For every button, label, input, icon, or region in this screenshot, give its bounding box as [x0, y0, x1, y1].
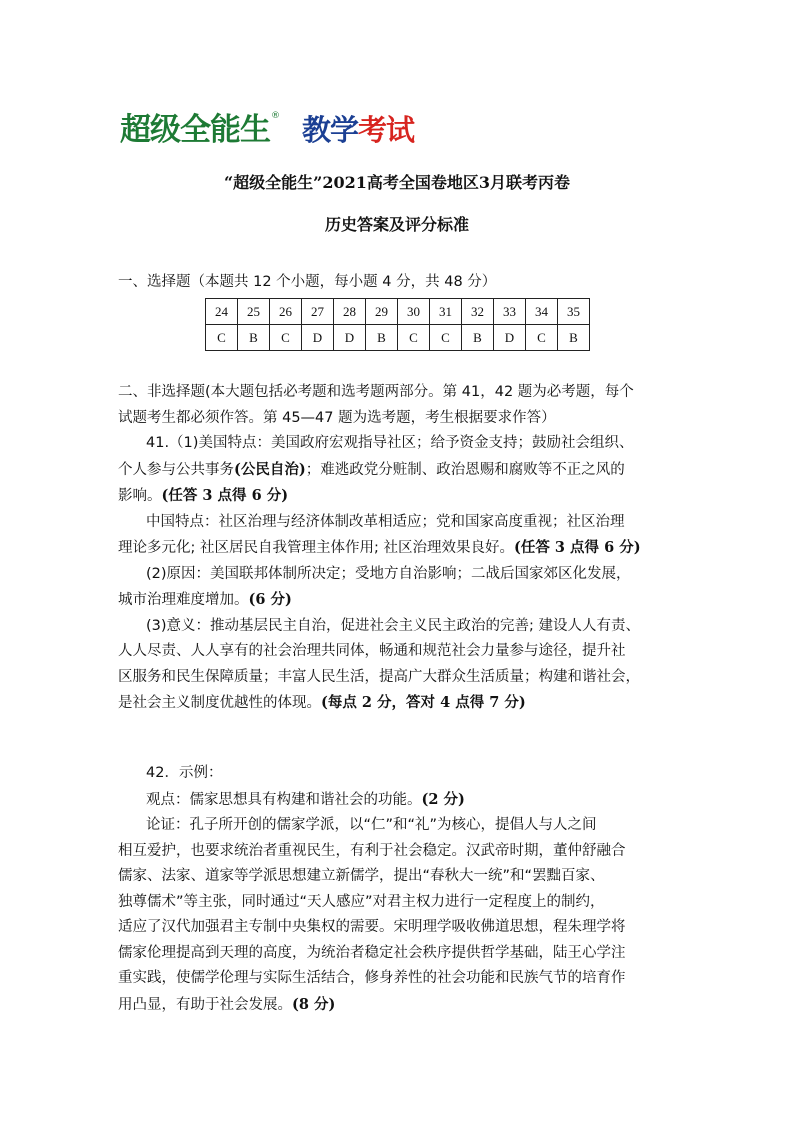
q42-argument-line2: 相互爱护，也要求统治者重视民生，有利于社会稳定。汉武帝时期，董仲舒融合: [118, 842, 626, 859]
brand-logo: [120, 107, 414, 147]
q42-argument-line5: 适应了汉代加强君主专制中央集权的需要。宋明理学吸收佛道思想，程朱理学将: [118, 919, 626, 935]
q41-part1-text-cont: ；难逃政党分赃制、政治恩赐和腐败等不正之风的: [305, 461, 625, 478]
answer-table: [205, 298, 590, 351]
answer-cell: D: [494, 325, 526, 351]
question-number-cell: 35: [558, 299, 590, 325]
answer-cell: C: [398, 325, 430, 351]
logo-sub-red: 考试: [358, 113, 415, 147]
q41-part1-score: (任答 3 点得 6 分): [161, 487, 289, 504]
q41-china-line1: 中国特点：社区治理与经济体制改革相适应；党和国家高度重视；社区治理: [146, 513, 625, 530]
q42-viewpoint-score: (2 分): [421, 790, 465, 808]
document-subtitle: 历史答案及评分标准: [324, 215, 469, 234]
section1-heading: 一、选择题（本题共 12 个小题，每小题 4 分，共 48 分）: [118, 274, 497, 290]
section2-heading: [118, 380, 634, 431]
question-number-cell: 28: [334, 299, 366, 325]
q42-viewpoint-text: 观点：儒家思想具有构建和谐社会的功能。: [146, 791, 422, 808]
q42-viewpoint: [118, 787, 626, 814]
logo-sub-blue: 教学: [302, 113, 359, 147]
question-number-cell: 24: [206, 299, 238, 325]
question-number-cell: 25: [238, 299, 270, 325]
logo-sub-text: [302, 113, 414, 147]
q41-part3-text: 是社会主义制度优越性的体现。: [118, 695, 321, 711]
q41-answer: [118, 431, 641, 717]
answer-table-answers-row: [206, 325, 590, 351]
q41-china-line2: [118, 535, 641, 562]
q41-part1-text-end: 影响。: [118, 488, 162, 504]
question-number-cell: 30: [398, 299, 430, 325]
q42-argument-line7: 重实践，使儒学伦理与实际生活结合，修身养性的社会功能和民族气节的培育作: [118, 970, 626, 986]
answer-cell: B: [462, 325, 494, 351]
answer-cell: B: [558, 325, 590, 351]
q42-argument-line4: 独尊儒术”等主张，同时通过“天人感应”对君主权力进行一定程度上的制约，: [118, 893, 605, 910]
section2-line2: 试题考生都必须作答。第 45—47 题为选考题，考生根据要求作答）: [118, 409, 556, 426]
q42-argument-line3: 儒家、法家、道家等学派思想建立新儒学，提出“春秋大一统”和“罢黜百家、: [118, 868, 605, 884]
answer-cell: C: [206, 325, 238, 351]
question-number-cell: 27: [302, 299, 334, 325]
q41-china-text: 理论多元化; 社区居民自我管理主体作用; 社区治理效果良好。: [118, 540, 514, 556]
q41-part1-line3: [118, 483, 641, 510]
question-number-cell: 31: [430, 299, 462, 325]
q41-part3-line1: (3)意义：推动基层民主自治，促进社会主义民主政治的完善; 建设人人有责、: [146, 617, 641, 634]
q42-argument-score: (8 分): [292, 995, 336, 1013]
answer-table-numbers-row: [206, 299, 590, 325]
logo-main-text: 超级全能生: [120, 112, 270, 148]
q42-heading: 42．示例：: [146, 765, 223, 781]
q41-part3-line2: 人人尽责、人人享有的社会治理共同体，畅通和规范社会力量参与途径，提升社: [118, 643, 626, 659]
q41-part1-line2: [118, 457, 641, 484]
q42-argument-line8: [118, 992, 626, 1019]
q41-part1-text: 个人参与公共事务: [118, 461, 234, 478]
answer-cell: C: [430, 325, 462, 351]
q42-argument-line1: 论证：孔子所开创的儒家学派，以“仁”和“礼”为核心，提倡人与人之间: [146, 817, 597, 833]
q42-argument-text-end: 用凸显，有助于社会发展。: [118, 996, 292, 1013]
exam-title: “超级全能生”2021高考全国卷地区3月联考丙卷: [223, 173, 571, 192]
answer-cell: D: [302, 325, 334, 351]
question-number-cell: 34: [526, 299, 558, 325]
q41-part3-line4: [118, 690, 641, 717]
q41-part3-line3: 区服务和民生保障质量；丰富人民生活，提高广大群众生活质量；构建和谐社会，: [118, 668, 640, 685]
q41-part3-score: (每点 2 分，答对 4 点得 7 分): [321, 694, 526, 711]
q41-china-score: (任答 3 点得 6 分): [514, 539, 641, 556]
q41-part1-line1: 41.（1)美国特点：美国政府宏观指导社区；给予资金支持；鼓励社会组织、: [146, 435, 634, 451]
answer-cell: B: [366, 325, 398, 351]
q41-part1-bold: (公民自治): [234, 460, 306, 478]
question-number-cell: 29: [366, 299, 398, 325]
logo-registered-mark: ®: [271, 111, 280, 121]
answer-cell: C: [526, 325, 558, 351]
answer-cell: C: [270, 325, 302, 351]
answer-cell: D: [334, 325, 366, 351]
q41-part2-line2: [118, 587, 641, 614]
q42-argument-line6: 儒家伦理提高到天理的高度，为统治者稳定社会秩序提供哲学基础，陆王心学注: [118, 944, 626, 961]
section2-line1: 二、非选择题(本大题包括必考题和选考题两部分。第 41，42 题为必考题，每个: [118, 384, 634, 400]
q42-answer: [118, 761, 626, 1018]
question-number-cell: 33: [494, 299, 526, 325]
q41-part2-text: 城市治理难度增加。: [118, 592, 249, 608]
q41-part2-line1: (2)原因：美国联邦体制所决定；受地方自治影响；二战后国家郊区化发展，: [146, 565, 631, 582]
q41-part2-score: (6 分): [248, 591, 292, 608]
question-number-cell: 32: [462, 299, 494, 325]
answer-cell: B: [238, 325, 270, 351]
question-number-cell: 26: [270, 299, 302, 325]
